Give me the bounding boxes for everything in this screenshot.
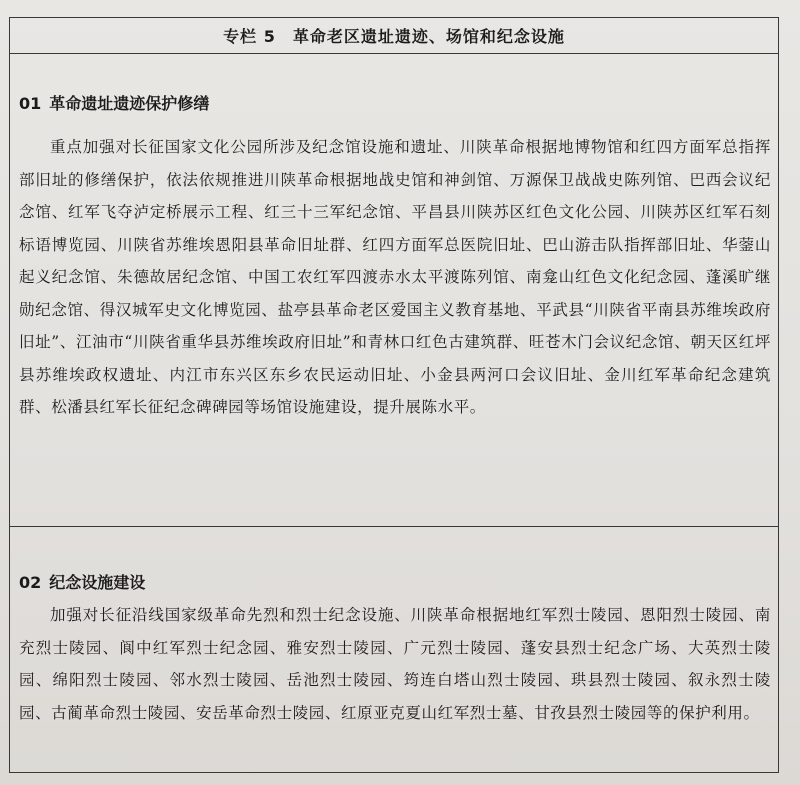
section-heading-text: 革命遗址遗迹保护修缮 — [49, 94, 210, 113]
section-body-02: 加强对长征沿线国家级革命先烈和烈士纪念设施、川陕革命根据地红军烈士陵园、恩阳烈士陵园、南充烈士陵园、阆中红军烈士纪念园、雅安烈士陵园、广元烈士陵园、蓬安县烈士纪念广场、大英烈士陵园、绵阳烈士陵园、邻水烈士陵园、岳池烈士陵园、筠连白塔山烈士陵园、珙县烈士陵园、叙永烈士陵园、古蔺革命烈士陵园、安岳革命烈士陵园、红原亚克夏山红军烈士墓、甘孜县烈士陵园等的保护利用。 — [19, 606, 771, 722]
column-box — [9, 17, 779, 773]
section-divider — [10, 526, 778, 527]
section-heading-02 — [19, 570, 145, 593]
section-heading-01 — [19, 91, 209, 114]
section-number: 02 — [19, 573, 42, 592]
box-title: 专栏 5 革命老区遗址遗迹、场馆和纪念设施 — [223, 27, 565, 46]
section-heading-text: 纪念设施建设 — [49, 573, 146, 592]
box-title-row — [10, 18, 778, 54]
section-body-01: 重点加强对长征国家文化公园所涉及纪念馆设施和遗址、川陕革命根据地博物馆和红四方面军总指挥部旧址的修缮保护，依法依规推进川陕革命根据地战史馆和神剑馆、万源保卫战战史陈列馆、巴西会议纪念馆、红军飞夺泸定桥展示工程、红三十三军纪念馆、平昌县川陕苏区红色文化公园、川陕苏区红军石刻标语博览园、川陕省苏维埃恩阳县革命旧址群、红四方面军总医院旧址、巴山游击队指挥部旧址、华蓥山起义纪念馆、朱德故居纪念馆、中国工农红军四渡赤水太平渡陈列馆、南龛山红色文化纪念园、蓬溪旷继勋纪念馆、得汉城军史文化博览园、盐亭县革命老区爱国主义教育基地、平武县“川陕省平南县苏维埃政府旧址”、江油市“川陕省重华县苏维埃政府旧址”和青林口红色古建筑群、旺苍木门会议纪念馆、朝天区红坪县苏维埃政权遗址、内江市东兴区东乡农民运动旧址、小金县两河口会议旧址、金川红军革命纪念建筑群、松潘县红军长征纪念碑碑园等场馆设施建设，提升展陈水平。 — [19, 138, 771, 416]
section-number: 01 — [19, 94, 42, 113]
